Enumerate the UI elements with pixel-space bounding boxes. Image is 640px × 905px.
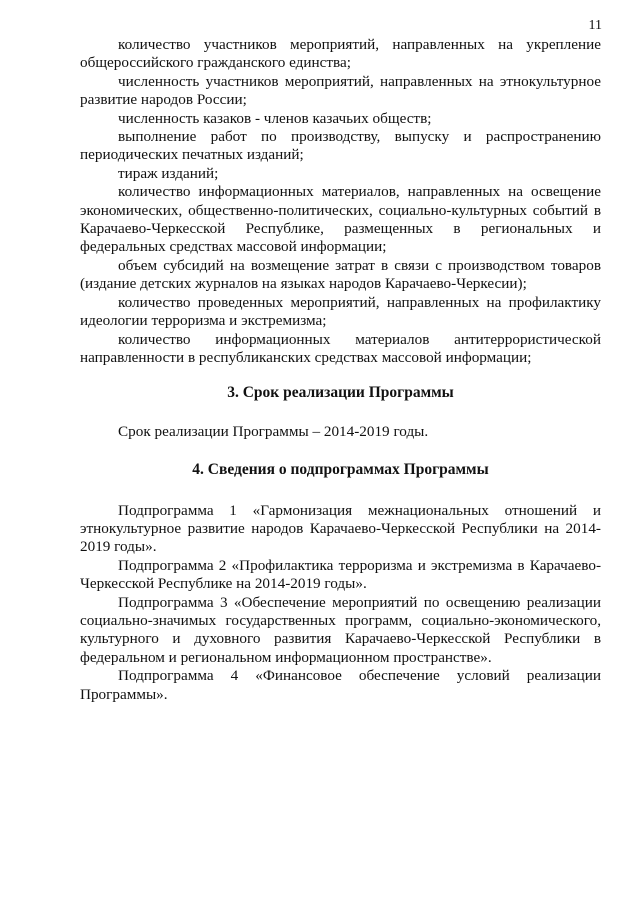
list-item: численность участников мероприятий, направленных на этнокультурное развитие народов России; — [80, 72, 601, 109]
section-3-text: Срок реализации Программы – 2014-2019 годы. — [118, 422, 429, 440]
page-number: 11 — [588, 18, 602, 33]
document-body — [80, 36, 601, 704]
list-item: объем субсидий на возмещение затрат в связи с производством товаров (издание детских журналов на языках народов Карачаево-Черкесии); — [80, 256, 601, 293]
section-4-title: 4. Сведения о подпрограммах Программы — [192, 461, 489, 479]
list-item: тираж изданий; — [118, 164, 219, 182]
list-item: количество информационных материалов, направленных на освещение экономических, общественно-политических, социально-культурных событий в Карачаево-Черкесской Республике, размещенных в региональных и федеральных средствах массовой информации; — [80, 183, 601, 256]
list-item: численность казаков - членов казачьих обществ; — [118, 109, 432, 127]
subprogram-paragraph: Подпрограмма 2 «Профилактика терроризма и экстремизма в Карачаево-Черкесской Республике на 2014-2019 годы». — [80, 556, 601, 593]
list-item: количество информационных материалов антитеррористической направленности в республиканских средствах массовой информации; — [80, 330, 601, 366]
list-item: количество участников мероприятий, направленных на укрепление общероссийского гражданского единства; — [80, 36, 601, 72]
section-3-title: 3. Срок реализации Программы — [227, 384, 454, 402]
list-item: количество проведенных мероприятий, направленных на профилактику идеологии терроризма и экстремизма; — [80, 293, 601, 330]
list-item: выполнение работ по производству, выпуску и распространению периодических печатных изданий; — [80, 128, 601, 164]
subprogram-paragraph: Подпрограмма 1 «Гармонизация межнациональных отношений и этнокультурное развитие народов Карачаево-Черкесской Республики на 2014-2019 годы». — [80, 501, 601, 556]
subprogram-paragraph: Подпрограмма 4 «Финансовое обеспечение условий реализации Программы». — [80, 667, 601, 703]
subprogram-paragraph: Подпрограмма 3 «Обеспечение мероприятий по освещению реализации социально-значимых государственных программ, социально-экономического, культурного и духовного развития Карачаево-Черкесской Республики в федеральном и региональном информационном пространстве». — [80, 593, 601, 666]
